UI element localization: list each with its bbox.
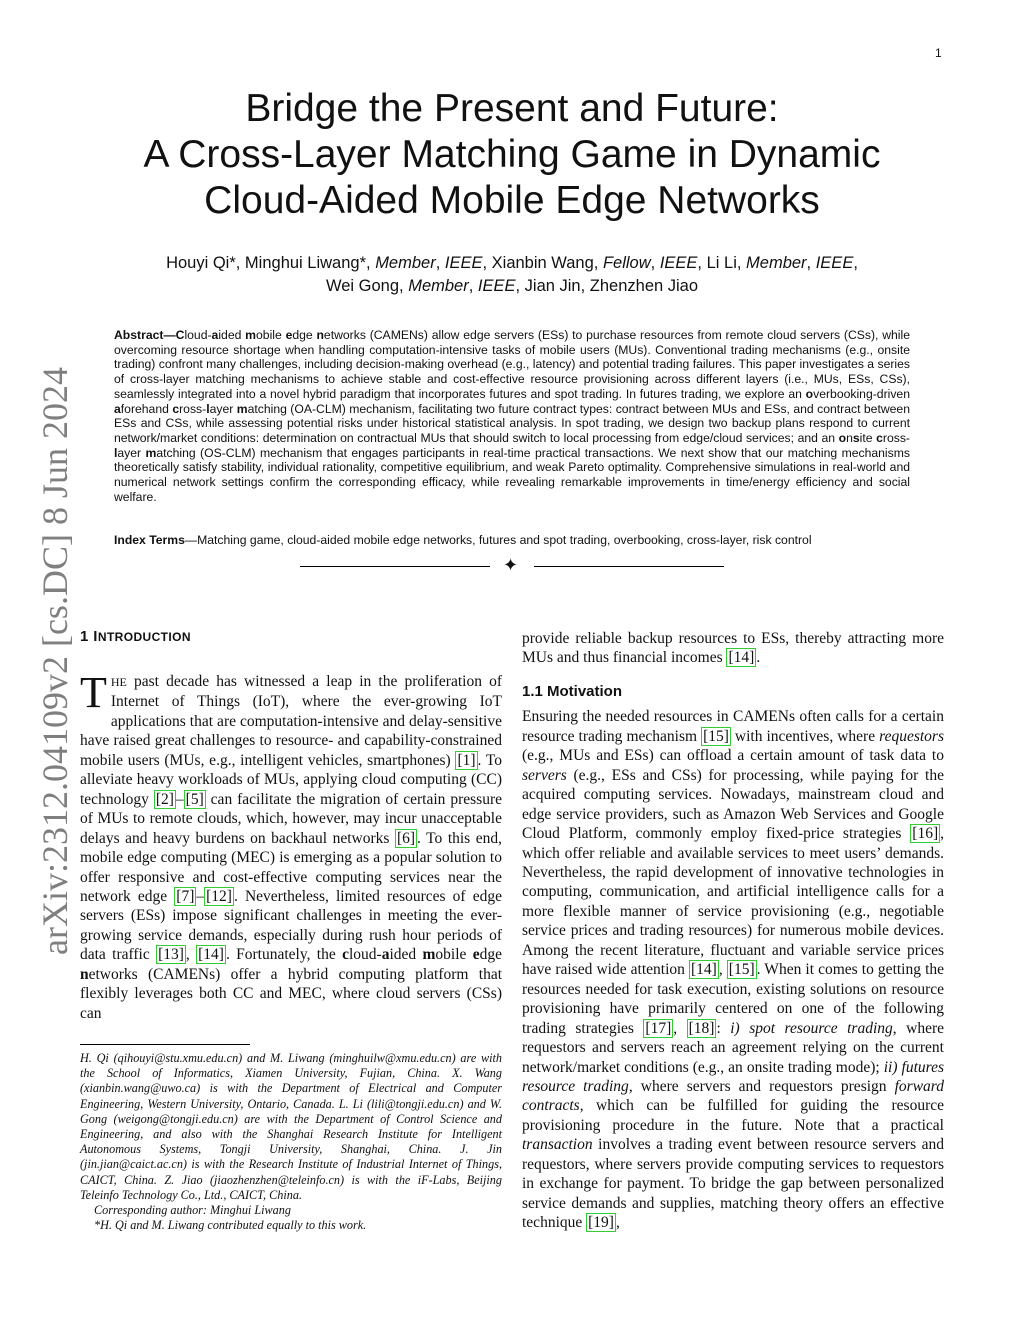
drop-cap: T xyxy=(80,668,107,717)
motivation-paragraph: Ensuring the needed resources in CAMENs often calls for a certain resource trading mechanism [15] with incentives, where requestors (e.g., MUs and ESs) can offload a certain amount of task data to servers (e.g., ESs and CSs) for processing, while paying for the acquired computing services. Nowadays, mainstream cloud and edge service providers, such as Amazon Web Services and Google Cloud Platform, commonly employ fixed-price strategies [16] , which offer reliable and available services to meet users’ demands. Nevertheless, the rapid development of innovative technologies in computing, communication, and artificial intelligence calls for a more flexible manner of service provisioning (e.g., negotiable service prices and trading resources) for numerous mobile devices. Among the recent literature, fluctuant and variable service prices have raised wide attention [14] , [15] . When it comes to getting the resources needed for task execution, existing solutions on resource provisioning have primarily centered on one of the following trading strategies [17] , [18] : i) spot resource trading, where requestors and servers reach an agreement relying on the current network/market conditions (e.g., an onsite trading mode); ii) futures resource trading, where servers and requestors presign forward contracts, which can be fulfilled for guiding the resource provisioning procedure in the future. Note that a practical transaction involves a trading event between resource servers and requestors, where servers provide computing services to requestors in exchange for payment. To bridge the gap between personalized service demands and supplies, matching theory offers an effective technique [19] , xyxy=(522,708,945,1232)
arxiv-identifier: arXiv:2312.04109v2 [cs.DC] 8 Jun 2024 xyxy=(35,367,75,955)
page-number: 1 xyxy=(935,46,942,60)
paper-title xyxy=(60,86,964,224)
footnote-affiliations: H. Qi (qihouyi@stu.xmu.edu.cn) and M. Liwang (minghuilw@xmu.edu.cn) are with the School of Informatics, Xiamen University, Fujian, China. X. Wang (xianbin.wang@uwo.ca) is with the Department of Electrical and Computer Engineering, Western University, Ontario, Canada. L. Li (lili@tongji.edu.cn) and W. Gong (weigong@tongji.edu.cn) are with the Department of Control Science and Engineering, and also with the Shanghai Research Institute for Intelligent Autonomous Systems, Tongji University, Shanghai, China. J. Jin (jin.jian@caict.ac.cn) is with the Research Institute of Industrial Internet of Things, CAICT, China. Z. Jiao (jiaozhenzhen@teleinfo.cn) is with the iF-Labs, Beijing Teleinfo Technology Co., Ltd., CAICT, China. xyxy=(80,1051,502,1202)
footnote-corresponding-author: Corresponding author: Minghui Liwang xyxy=(94,1203,291,1218)
affiliation-footnote xyxy=(80,1051,502,1233)
section-heading-introduction: 1 INTRODUCTION xyxy=(80,628,191,645)
intro-right-column xyxy=(522,629,944,1233)
subsection-heading-motivation: 1.1 Motivation xyxy=(522,682,623,700)
title-line-1: Bridge the Present and Future: xyxy=(245,87,779,130)
author-line-2: Wei Gong, Member, IEEE, Jian Jin, Zhenzhen Jiao xyxy=(325,277,699,295)
intro-continuation: provide reliable backup resources to ESs, thereby attracting more MUs and thus financial incomes [14] . xyxy=(522,630,944,667)
author-list xyxy=(80,252,944,298)
abstract: Abstract—Cloud-aided mobile edge networks (CAMENs) allow edge servers (ESs) to purchase resources from remote cloud servers (CSs), while overcoming resource shortage when handling computation-intensive tasks of mobile users (MUs). Conventional trading mechanisms (e.g., onsite trading) confront many challenges, including decision-making overhead (e.g., latency) and potential trading failures. This paper investigates a series of cross-layer matching mechanisms to achieve stable and cost-effective resource provisioning across different layers (i.e., MUs, ESs, CSs), seamlessly integrated into a novel hybrid paradigm that incorporates futures and spot trading. In futures trading, we explore an overbooking-driven aforehand cross-layer matching (OA-CLM) mechanism, facilitating two future contract types: contract between MUs and ESs, and contract between ESs and CSs, while assessing potential risks under historical statistical analysis. In spot trading, we design two backup plans respond to current network/market conditions: determination on contractual MUs that should switch to local processing from edge/cloud services; and an onsite cross-layer matching (OS-CLM) mechanism that engages participants in real-time practical transactions. We next show that our matching mechanisms theoretically satisfy stability, individual rationality, competitive equilibrium, and weak Pareto optimality. Comprehensive simulations in real-world and numerical network settings confirm the corresponding efficacy, while revealing remarkable improvements in time/energy efficiency and social welfare. xyxy=(114,328,910,504)
intro-left-column xyxy=(80,668,503,1023)
title-line-2: A Cross-Layer Matching Game in Dynamic xyxy=(143,133,881,176)
footnote-rule xyxy=(80,1044,250,1045)
footnote-equal-contribution: *H. Qi and M. Liwang contributed equally to this work. xyxy=(94,1218,367,1233)
index-terms: Index Terms—Matching game, cloud-aided mobile edge networks, futures and spot trading, overbooking, cross-layer, risk control xyxy=(114,533,812,547)
diamond-ornament-icon: ✦ xyxy=(503,555,519,576)
title-line-3: Cloud-Aided Mobile Edge Networks xyxy=(204,179,820,222)
divider-line-right xyxy=(534,566,724,567)
intro-paragraph: HE past decade has witnessed a leap in the proliferation of Internet of Things (IoT), where the ever-growing IoT applications that are computation-intensive and delay-sensitive have raised great challenges to resource- and capability-constrained mobile users (MUs, e.g., intelligent vehicles, smartphones) [1] . To alleviate heavy workloads of MUs, applying cloud computing (CC) technology [2] – [5] can facilitate the migration of certain pressure of MUs to remote clouds, which, however, may incur unacceptable delays and heavy burdens on backhaul networks [6] . To this end, mobile edge computing (MEC) is emerging as a popular solution to offer responsive and cost-effective computing services near the network edge [7] – [12] . Nevertheless, limited resources of edge servers (ESs) impose significant challenges in meeting the ever-growing service demands, especially during rush hour periods of data traffic [13] , [14] . Fortunately, the cloud-aided mobile edge networks (CAMENs) offer a hybrid computing platform that flexibly leverages both CC and MEC, where cloud servers (CSs) can xyxy=(80,673,503,1022)
section-divider xyxy=(300,555,724,578)
divider-line-left xyxy=(300,566,490,567)
author-line-1: Houyi Qi*, Minghui Liwang*, Member, IEEE, Xianbin Wang, Fellow, IEEE, Li Li, Member, IEEE, xyxy=(166,254,858,272)
